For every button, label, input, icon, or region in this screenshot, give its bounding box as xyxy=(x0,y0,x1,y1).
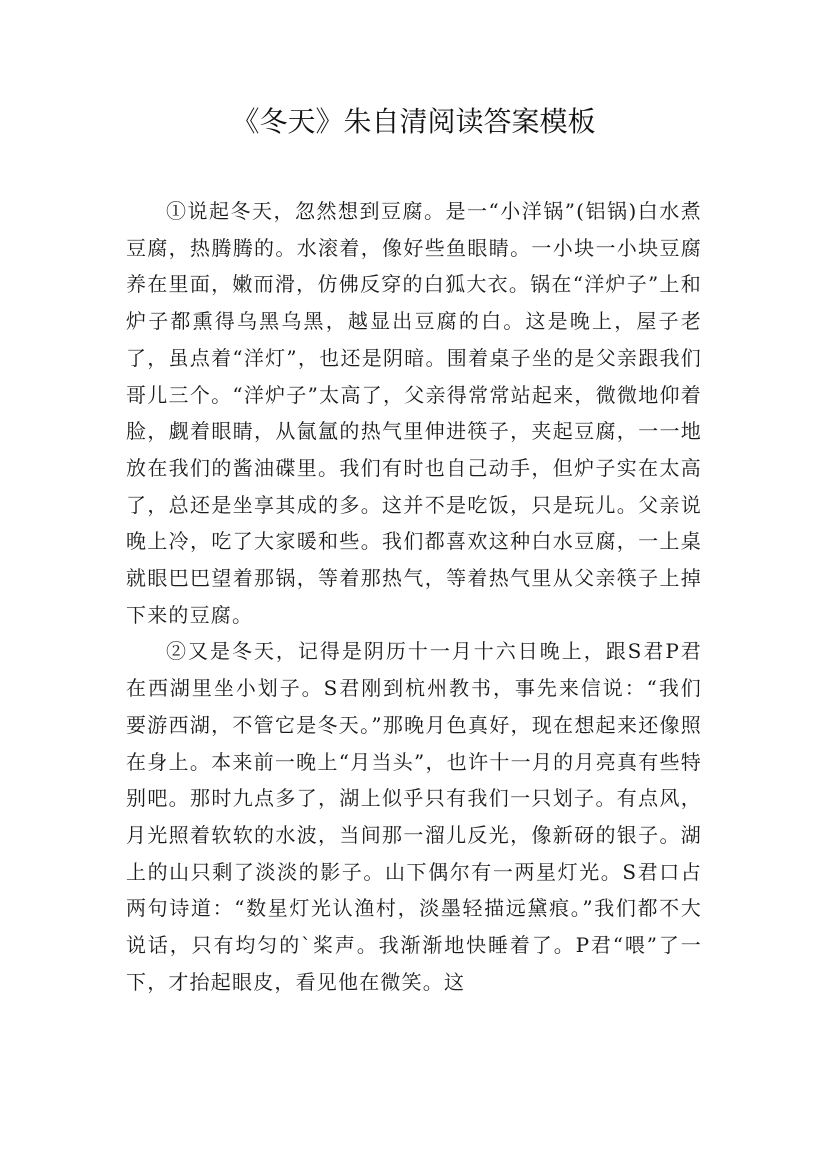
paragraph-2: ②又是冬天，记得是阴历十一月十六日晚上，跟S君P君在西湖里坐小划子。S君刚到杭州教书，事先来信说：“我们要游西湖，不管它是冬天。”那晚月色真好，现在想起来还像照在身上。本来前一晚上“月当头”，也许十一月的月亮真有些特别吧。那时九点多了，湖上似乎只有我们一只划子。有点风，月光照着软软的水波，当间那一溜儿反光，像新砑的银子。湖上的山只剩了淡淡的影子。山下偶尔有一两星灯光。S君口占两句诗道：“数星灯光认渔村，淡墨轻描远黛痕。”我们都不大说话，只有均匀的`桨声。我渐渐地快睡着了。P君“喂”了一下，才抬起眼皮，看见他在微笑。这 xyxy=(126,639,702,994)
document-title: 《冬天》朱自清阅读答案模板 xyxy=(231,105,596,138)
document-body xyxy=(126,193,702,1000)
paragraph-1: ①说起冬天，忽然想到豆腐。是一“小洋锅”(铝锅)白水煮豆腐，热腾腾的。水滚着，像好些鱼眼睛。一小块一小块豆腐养在里面，嫩而滑，仿佛反穿的白狐大衣。锅在“洋炉子”上和炉子都熏得乌黑乌黑，越显出豆腐的白。这是晚上，屋子老了，虽点着“洋灯”，也还是阴暗。围着桌子坐的是父亲跟我们哥儿三个。“洋炉子”太高了，父亲得常常站起来，微微地仰着脸，觑着眼睛，从氤氲的热气里伸进筷子，夹起豆腐，一一地放在我们的酱油碟里。我们有时也自己动手，但炉子实在太高了，总还是坐享其成的多。这并不是吃饭，只是玩儿。父亲说晚上冷，吃了大家暖和些。我们都喜欢这种白水豆腐，一上桌就眼巴巴望着那锅，等着那热气，等着热气里从父亲筷子上掉下来的豆腐。 xyxy=(126,199,702,627)
